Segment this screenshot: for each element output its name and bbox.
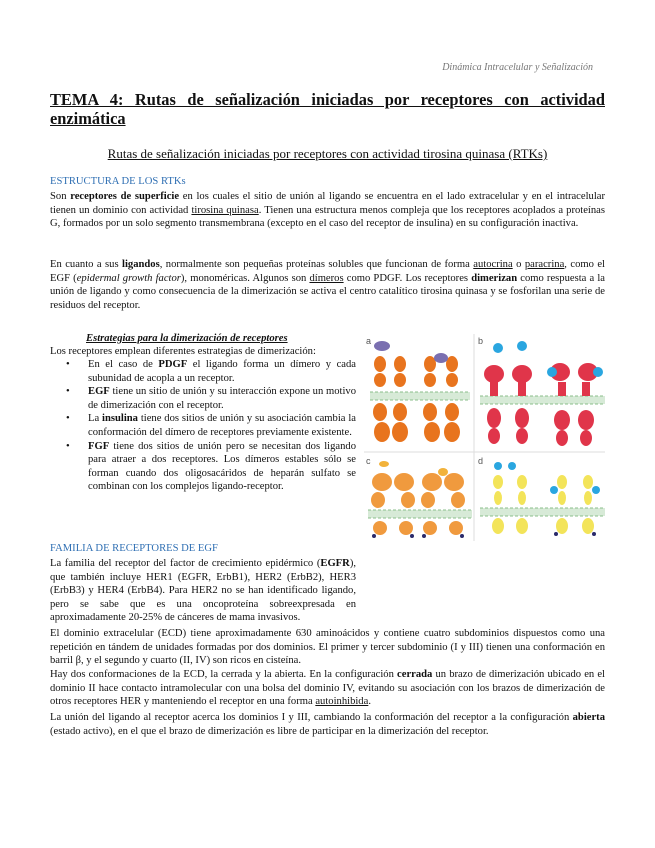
page-subtitle: Rutas de señalización iniciadas por receptores con actividad tirosina quinasa (RTKs) [107, 146, 548, 161]
panel-b-label: b [478, 336, 484, 346]
list-item: • EGF tiene un sitio de unión y su interacción expone un motivo de dimerización con el receptor. [66, 386, 356, 411]
strategies-heading: Estrategias para la dimerización de receptores [86, 333, 288, 344]
paragraph-egf-family-1-start: La familia del receptor del factor de crecimiento epidérmico (EGFR), que también incluye HER1 (EGFR, ErbB1), HER2 (ErbB2), HER3 (ErbB3) y HER4 (ErbB4). Para HER2 no se han identificado ligando, pero se sabe que es una oncoproteína sobreexpresada en aproximadamente 20-25% de cánceres de mama invasivos. [50, 558, 356, 624]
paragraph-egf-family-2: El dominio extracelular (ECD) tiene aproximadamente 630 aminoácidos y contiene cuatro subdominios dispuestos como una repetición en tándem de unidades formadas por dos dominios. El primer y tercer subdominio (I y III) tienen una conformación en barril β, y el segundo y cuarto (II, IV) son ricos en cisteína. [50, 628, 605, 667]
panel-c-label: c [366, 456, 371, 466]
section-heading-structure: ESTRUCTURA DE LOS RTKs [50, 176, 186, 187]
panel-d-label: d [478, 456, 484, 466]
bullet-icon: • [66, 413, 70, 425]
bullet-icon: • [66, 386, 70, 398]
bullet-icon: • [66, 440, 70, 452]
list-item: • En el caso de PDGF el ligando forma un dímero y cada subunidad de acopla a un receptor. [66, 359, 356, 384]
paragraph-egf-family-3: Hay dos conformaciones de la ECD, la cerrada y la abierta. En la configuración cerrada un brazo de dimerización ubicado en el dominio II hace contacto intramolecular con una bolsa del dominio IV, evitando su asociación con los brazos de dimerización de otros receptores HER y manteniendo el receptor en una forma autoinhibida. [50, 669, 605, 708]
dimerization-figure [362, 332, 607, 543]
running-header: Dinámica Intracelular y Señalización [442, 62, 593, 73]
paragraph-structure-1: Son receptores de superficie en los cuales el sitio de unión al ligando se encuentra en el lado extracelular y en el intracelular tienen un dominio con actividad tirosina quinasa. Tienen una estructura menos compleja que los receptores acoplados a proteínas G, formados por un solo segmento transmembrana (excepto en el caso del receptor de insulina) en su configuración inactiva. [50, 191, 606, 230]
list-item: • FGF tiene dos sitios de unión pero se necesitan dos ligando para atraer a dos receptores. Los dímeros estables sólo se forman cuando dos oligosacáridos de heparán sulfato se combinan con los complejos ligando-receptor. [66, 440, 356, 493]
paragraph-egf-family-4: La unión del ligando al receptor acerca los dominios I y III, cambiando la conformación del receptor a la configuración abierta (estado activo), en el que el brazo de dimerización es libre de participar en la dimerización del receptor. [50, 712, 605, 737]
panel-a-label: a [366, 336, 372, 346]
list-item: • La insulina tiene dos sitios de unión y su asociación cambia la conformación del dímero de receptores previamente existente. [66, 413, 356, 438]
strategies-intro: Los receptores emplean diferentes estrategias de dimerización: [50, 346, 316, 357]
page-title: TEMA 4: Rutas de señalización iniciadas por receptores con actividad enzimática [50, 90, 605, 128]
strategies-list [50, 358, 356, 494]
bullet-icon: • [66, 359, 70, 370]
paragraph-structure-2: En cuanto a sus ligandos, normalmente son pequeñas proteínas solubles que funcionan de forma autocrina o paracrina, como el EGF (epidermal growth factor), monoméricas. Algunos son dímeros como PDGF. Los receptores dimerizan como respuesta a la unión de ligando y como consecuencia de la dimerización se activa el centro catalítico tirosina quinasa y se fosforilan una serie de residuos del receptor. [50, 259, 605, 311]
section-heading-egf-family: FAMILIA DE RECEPTORES DE EGF [50, 543, 218, 554]
